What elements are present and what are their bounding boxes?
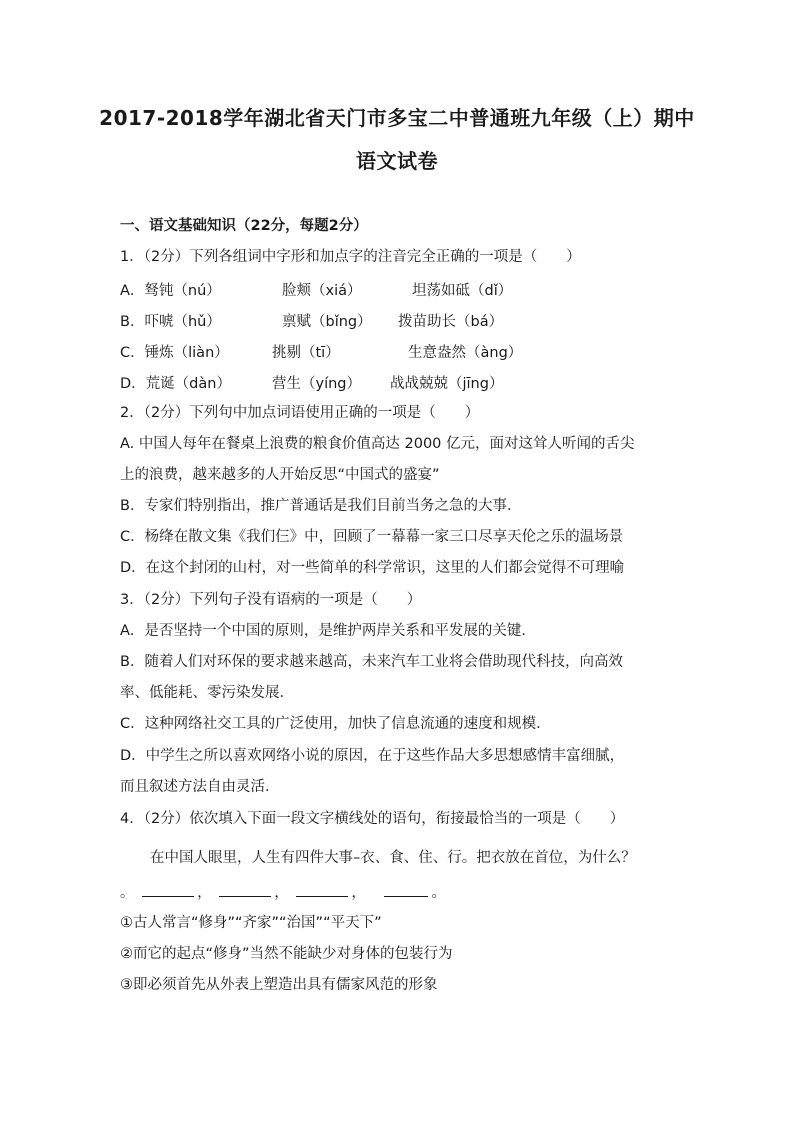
q4-blank-start-mark: 。: [120, 885, 135, 901]
exam-title-line2: 语文试卷: [356, 149, 438, 173]
q4-blank-4: [384, 883, 428, 897]
q1-stem: 1．（2分）下列各组词中字形和加点字的注音完全正确的一项是（ ）: [120, 249, 581, 265]
q1-option-b-word1: B．吓唬（hǔ）: [120, 314, 221, 330]
q3-stem: 3．（2分）下列句子没有语病的一项是（ ）: [120, 592, 422, 608]
q4-blank-sep-3: ，: [351, 885, 366, 901]
q4-blank-1: [142, 883, 194, 897]
q2-option-a-line1: A. 中国人每年在餐桌上浪费的粮食价值高达 2000 亿元，面对这耸人听闻的舌尖: [120, 436, 635, 452]
q4-blank-sep-2: ，: [274, 885, 289, 901]
q3-option-a: A．是否坚持一个中国的原则，是维护两岸关系和平发展的关键．: [120, 623, 536, 639]
q4-blank-sep-1: ，: [197, 885, 212, 901]
q1-option-d-word3: 战战兢兢（jīng）: [390, 376, 504, 392]
q4-blank-end-mark: 。: [431, 885, 446, 901]
q2-option-c: C．杨绛在散文集《我们仨》中，回顾了一幕幕一家三口尽享天伦之乐的温场景: [120, 529, 624, 545]
q2-option-b: B．专家们特别指出，推广普通话是我们目前当务之急的大事．: [120, 498, 522, 514]
q1-option-b-word2: 禀赋（bǐng）: [282, 314, 372, 330]
exam-title-line1: 2017-2018学年湖北省天门市多宝二中普通班九年级（上）期中: [99, 106, 695, 130]
q1-option-c-word1: C．锤炼（liàn）: [120, 345, 229, 361]
q3-option-c: C．这种网络社交工具的广泛使用，加快了信息流通的速度和规模．: [120, 716, 551, 732]
q1-option-d-word2: 营生（yíng）: [272, 376, 362, 392]
q2-option-a-line2: 上的浪费，越来越多的人开始反思“中国式的盛宴”: [120, 467, 440, 483]
q3-option-d-line1: D．中学生之所以喜欢网络小说的原因，在于这些作品大多思想感情丰富细腻，: [120, 748, 625, 764]
q4-blanks-line: [120, 883, 446, 903]
q3-option-d-line2: 而且叙述方法自由灵活．: [120, 779, 280, 795]
q1-option-c-word2: 挑剔（tī）: [272, 345, 340, 361]
q1-option-c-word3: 生意盎然（àng）: [408, 345, 523, 361]
q1-option-a-word2: 脸颊（xiá）: [282, 283, 362, 299]
q3-option-b-line2: 率、低能耗、零污染发展．: [120, 685, 294, 701]
q4-passage: 在中国人眼里，人生有四件大事–衣、食、住、行。把衣放在首位，为什么？: [150, 850, 636, 866]
q1-option-a-word1: A．驽钝（nú）: [120, 283, 221, 299]
q1-option-a-word3: 坦荡如砥（dǐ）: [412, 283, 513, 299]
q4-blank-3: [296, 883, 348, 897]
q4-stem: 4．（2分）依次填入下面一段文字横线处的语句，衔接最恰当的一项是（ ）: [120, 811, 625, 827]
q3-option-b-line1: B．随着人们对环保的要求越来越高，未来汽车工业将会借助现代科技，向高效: [120, 654, 623, 670]
section-heading: 一、语文基础知识（22分，每题2分）: [120, 218, 368, 234]
q4-item-3: ③即必须首先从外表上塑造出具有儒家风范的形象: [120, 977, 438, 993]
q1-option-b-word3: 拨苗助长（bá）: [398, 314, 504, 330]
q2-stem: 2．（2分）下列句中加点词语使用正确的一项是（ ）: [120, 405, 480, 421]
q4-item-2: ②而它的起点“修身”当然不能缺少对身体的包装行为: [120, 946, 453, 962]
q4-blank-2: [219, 883, 271, 897]
q4-item-1: ①古人常言“修身”“齐家”“治国”“平天下”: [120, 915, 382, 931]
q1-option-d-word1: D．荒诞（dàn）: [120, 376, 231, 392]
q2-option-d: D．在这个封闭的山村，对一些简单的科学常识，这里的人们都会觉得不可理喻: [120, 560, 625, 576]
